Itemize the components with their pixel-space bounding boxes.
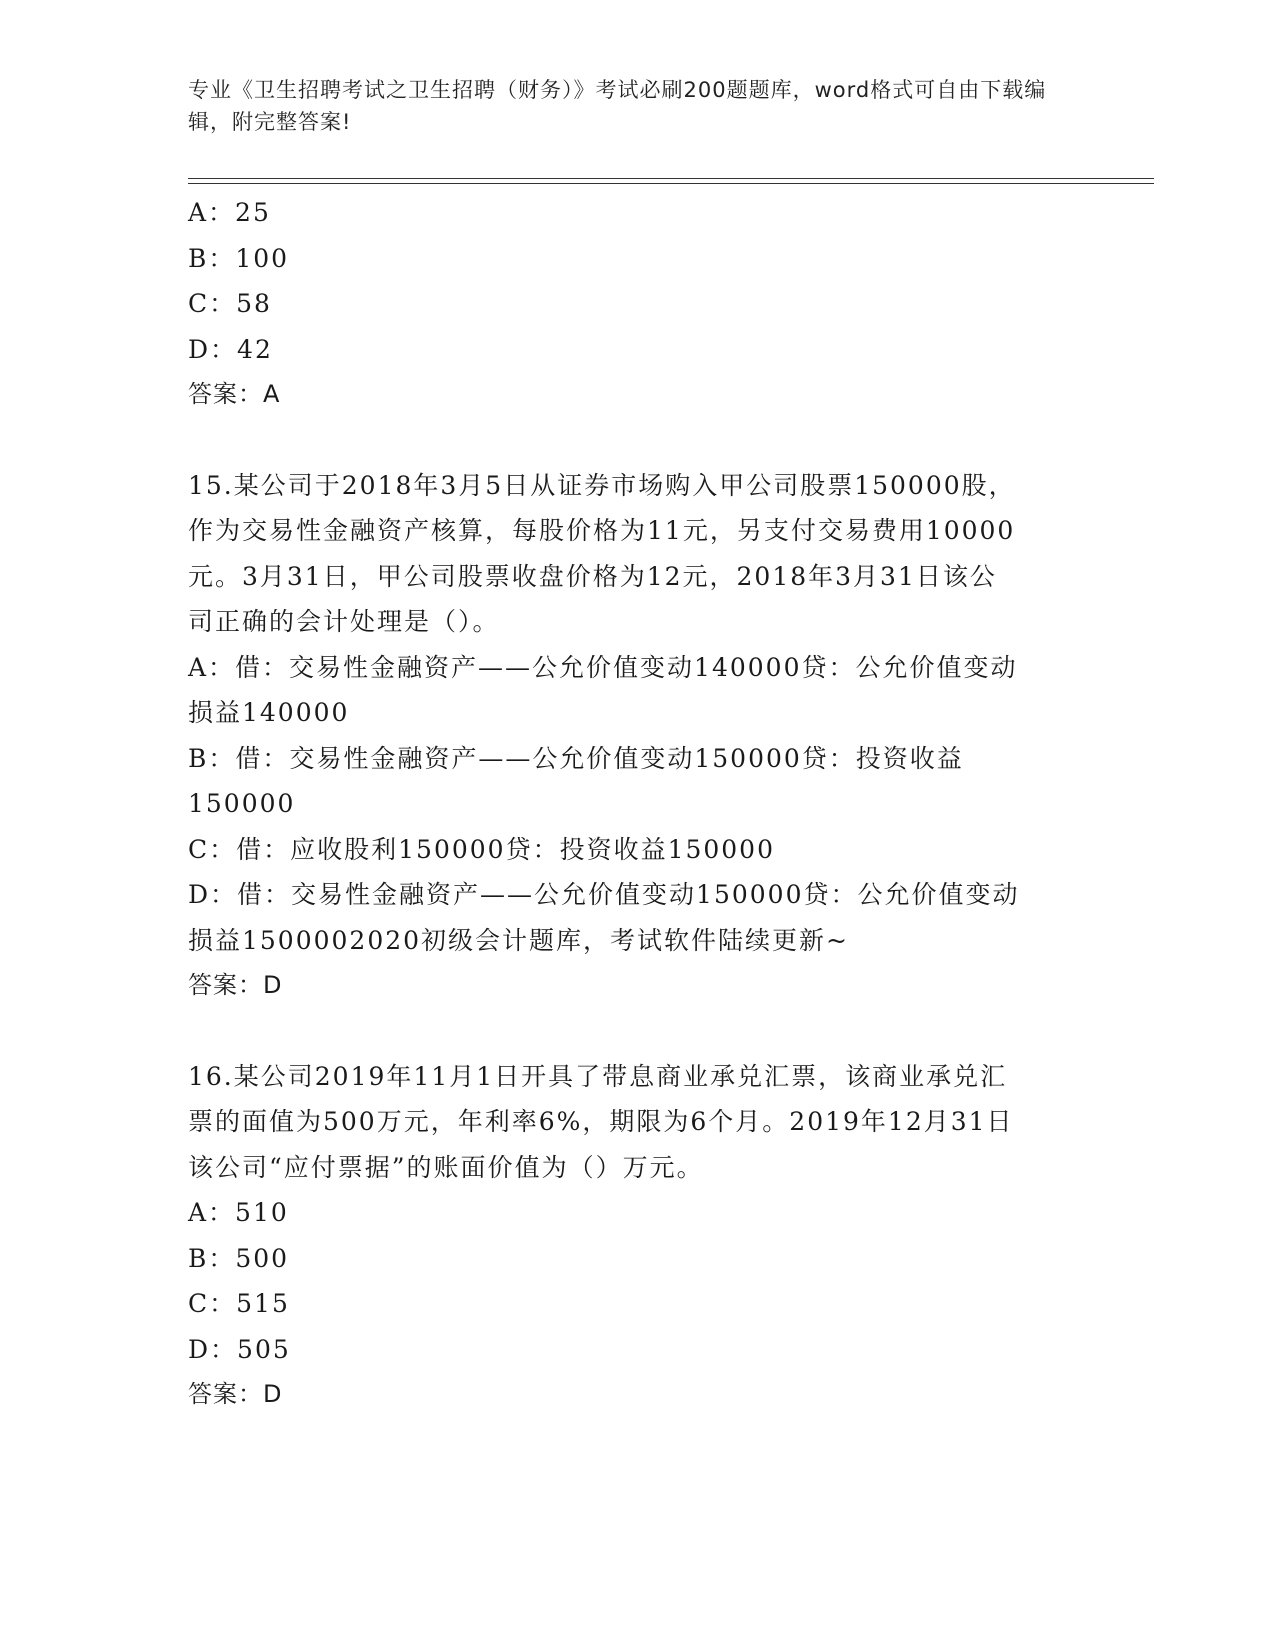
option-b: B：500	[188, 1243, 290, 1273]
option-c: C：58	[188, 289, 272, 318]
spacer	[188, 418, 1088, 463]
spacer	[188, 1009, 1088, 1054]
option-d: D：42	[188, 334, 273, 364]
question-text-line: 16.某公司2019年11月1日开具了带息商业承兑汇票，该商业承兑汇	[188, 1061, 1008, 1091]
option-b-continued: 150000	[188, 789, 296, 818]
answer-line: 答案：A	[188, 380, 281, 408]
option-d: D：借：交易性金融资产——公允价值变动150000贷：公允价值变动	[188, 880, 1020, 909]
question-text-line: 该公司“应付票据”的账面价值为（）万元。	[188, 1152, 704, 1182]
option-c: C：515	[188, 1289, 290, 1318]
document-header	[188, 74, 1068, 138]
question-text-line: 15.某公司于2018年3月5日从证券市场购入甲公司股票150000股，	[188, 470, 1016, 500]
question-14	[188, 190, 1088, 418]
option-a-continued: 损益140000	[188, 698, 350, 727]
question-text-line: 司正确的会计处理是（）。	[188, 607, 500, 636]
header-title: 专业《卫生招聘考试之卫生招聘（财务）》考试必刷200题题库，word格式可自由下载编辑，附完整答案!	[188, 78, 1047, 134]
option-a: A：510	[188, 1198, 289, 1227]
option-b: B：借：交易性金融资产——公允价值变动150000贷：投资收益	[188, 743, 964, 773]
answer-line: 答案：D	[188, 1380, 283, 1408]
question-text-line: 元。3月31日，甲公司股票收盘价格为12元，2018年3月31日该公	[188, 561, 997, 591]
answer-line: 答案：D	[188, 971, 283, 999]
option-a: A：25	[188, 198, 271, 227]
question-list	[188, 190, 1088, 1418]
option-b: B：100	[188, 243, 290, 273]
header-divider-bottom	[188, 183, 1154, 184]
question-15	[188, 463, 1088, 1009]
option-a: A：借：交易性金融资产——公允价值变动140000贷：公允价值变动	[188, 652, 1018, 682]
question-16	[188, 1054, 1088, 1418]
header-divider-top	[188, 178, 1154, 179]
option-c: C：借：应收股利150000贷：投资收益150000	[188, 834, 775, 864]
question-text-line: 作为交易性金融资产核算，每股价格为11元，另支付交易费用10000	[188, 516, 1016, 545]
question-text-line: 票的面值为500万元，年利率6%，期限为6个月。2019年12月31日	[188, 1107, 1014, 1136]
option-d-continued: 损益1500002020初级会计题库，考试软件陆续更新~	[188, 925, 850, 955]
option-d: D：505	[188, 1334, 291, 1364]
